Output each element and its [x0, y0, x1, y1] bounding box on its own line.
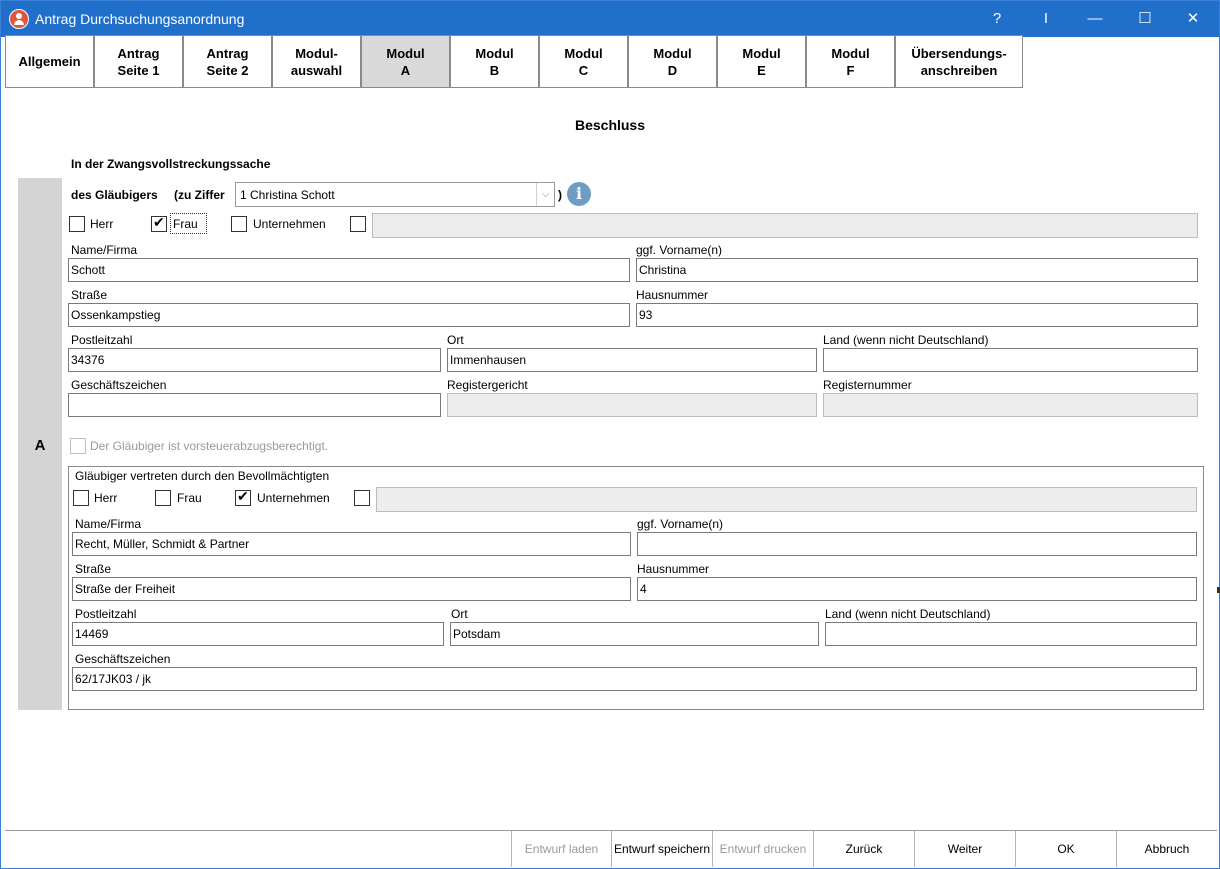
- rep-herr-checkbox[interactable]: [73, 490, 89, 506]
- creditor-registernummer-label: Registernummer: [823, 378, 912, 392]
- creditor-strasse-label: Straße: [71, 288, 108, 302]
- help-button[interactable]: ?: [992, 10, 1002, 27]
- tab-antrag-seite-2[interactable]: Antrag Seite 2: [183, 35, 272, 88]
- abbruch-button[interactable]: Abbruch: [1116, 831, 1217, 867]
- ziffer-select[interactable]: [235, 182, 555, 207]
- rep-frau-checkbox[interactable]: [155, 490, 171, 506]
- vorsteuer-label: Der Gläubiger ist vorsteuerabzugsberechtigt.: [90, 439, 329, 453]
- creditor-plz-label: Postleitzahl: [71, 333, 133, 347]
- app-icon: [9, 9, 29, 29]
- tab-allgemein[interactable]: Allgemein: [5, 35, 94, 88]
- creditor-other-checkbox[interactable]: [350, 216, 366, 232]
- ziffer-select-value: 1 Christina Schott: [240, 188, 335, 202]
- creditor-hausnummer-label: Hausnummer: [636, 288, 709, 302]
- rep-vorname-label: ggf. Vorname(n): [637, 517, 724, 531]
- section-subheading: In der Zwangsvollstreckungssache: [71, 157, 271, 171]
- creditor-strasse-field[interactable]: Ossenkampstieg: [68, 303, 630, 327]
- creditor-frau-label: Frau: [173, 217, 198, 231]
- rep-plz-label: Postleitzahl: [75, 607, 137, 621]
- rep-geschaeftszeichen-label: Geschäftszeichen: [75, 652, 171, 666]
- rep-hausnummer-label: Hausnummer: [637, 562, 710, 576]
- entwurf-laden-button[interactable]: Entwurf laden: [511, 831, 611, 867]
- rep-strasse-label: Straße: [75, 562, 112, 576]
- info-icon[interactable]: i: [567, 182, 591, 206]
- text-cursor-icon[interactable]: I: [1043, 10, 1049, 27]
- page-title: Beschluss: [574, 117, 646, 133]
- creditor-vorname-label: ggf. Vorname(n): [636, 243, 723, 257]
- creditor-name-label: Name/Firma: [71, 243, 138, 257]
- chevron-down-icon[interactable]: ⌵: [536, 183, 554, 206]
- rep-strasse-field[interactable]: Straße der Freiheit: [72, 577, 631, 601]
- rep-vorname-field[interactable]: [637, 532, 1197, 556]
- creditor-label: des Gläubigers: [71, 188, 158, 202]
- rep-name-label: Name/Firma: [75, 517, 142, 531]
- rep-land-label: Land (wenn nicht Deutschland): [825, 607, 991, 621]
- rep-unternehmen-label: Unternehmen: [257, 491, 330, 505]
- ziffer-label: (zu Ziffer: [174, 188, 225, 202]
- rep-ort-label: Ort: [451, 607, 468, 621]
- rep-frau-label: Frau: [177, 491, 202, 505]
- entwurf-speichern-button[interactable]: Entwurf speichern: [611, 831, 712, 867]
- maximize-button[interactable]: ☐: [1138, 10, 1152, 27]
- title-bar: [1, 1, 1219, 37]
- tab-modul-f[interactable]: Modul F: [806, 35, 895, 88]
- creditor-ort-field[interactable]: Immenhausen: [447, 348, 817, 372]
- creditor-ort-label: Ort: [447, 333, 464, 347]
- ziffer-close: ): [558, 188, 562, 202]
- creditor-unternehmen-checkbox[interactable]: [231, 216, 247, 232]
- creditor-frau-checkbox[interactable]: [151, 216, 167, 232]
- tab-antrag-seite-1[interactable]: Antrag Seite 1: [94, 35, 183, 88]
- creditor-other-field: [372, 213, 1198, 238]
- rep-name-field[interactable]: Recht, Müller, Schmidt & Partner: [72, 532, 631, 556]
- rep-plz-field[interactable]: 14469: [72, 622, 444, 646]
- creditor-registernummer-field: [823, 393, 1198, 417]
- creditor-plz-field[interactable]: 34376: [68, 348, 441, 372]
- creditor-registergericht-label: Registergericht: [447, 378, 528, 392]
- ok-button[interactable]: OK: [1015, 831, 1116, 867]
- tab-modul-b[interactable]: Modul B: [450, 35, 539, 88]
- tab-modul-d[interactable]: Modul D: [628, 35, 717, 88]
- entwurf-drucken-button[interactable]: Entwurf drucken: [712, 831, 813, 867]
- minimize-button[interactable]: —: [1087, 10, 1103, 27]
- creditor-vorname-field[interactable]: Christina: [636, 258, 1198, 282]
- window-title: Antrag Durchsuchungsanordnung: [35, 11, 245, 27]
- section-letter: A: [34, 437, 46, 454]
- creditor-geschaeftszeichen-label: Geschäftszeichen: [71, 378, 167, 392]
- creditor-registergericht-field: [447, 393, 817, 417]
- rep-hausnummer-field[interactable]: 4: [637, 577, 1197, 601]
- tab-modul-c[interactable]: Modul C: [539, 35, 628, 88]
- creditor-name-field[interactable]: Schott: [68, 258, 630, 282]
- zurueck-button[interactable]: Zurück: [813, 831, 914, 867]
- tab-modul-e[interactable]: Modul E: [717, 35, 806, 88]
- rep-geschaeftszeichen-field[interactable]: 62/17JK03 / jk: [72, 667, 1197, 691]
- rep-land-field[interactable]: [825, 622, 1197, 646]
- creditor-herr-label: Herr: [90, 217, 114, 231]
- representative-group-label: Gläubiger vertreten durch den Bevollmächtigten: [75, 469, 330, 483]
- tab-modulauswahl[interactable]: Modul- auswahl: [272, 35, 361, 88]
- tab-modul-a[interactable]: Modul A: [361, 35, 450, 88]
- creditor-land-label: Land (wenn nicht Deutschland): [823, 333, 989, 347]
- rep-unternehmen-checkbox[interactable]: [235, 490, 251, 506]
- vorsteuer-checkbox: [70, 438, 86, 454]
- rep-other-field: [376, 487, 1197, 512]
- close-button[interactable]: ✕: [1186, 10, 1200, 27]
- creditor-geschaeftszeichen-field[interactable]: [68, 393, 441, 417]
- weiter-button[interactable]: Weiter: [914, 831, 1015, 867]
- rep-other-checkbox[interactable]: [354, 490, 370, 506]
- creditor-unternehmen-label: Unternehmen: [253, 217, 326, 231]
- tab-uebersendungsanschreiben[interactable]: Übersendungs- anschreiben: [895, 35, 1023, 88]
- creditor-land-field[interactable]: [823, 348, 1198, 372]
- creditor-hausnummer-field[interactable]: 93: [636, 303, 1198, 327]
- rep-ort-field[interactable]: Potsdam: [450, 622, 819, 646]
- creditor-herr-checkbox[interactable]: [69, 216, 85, 232]
- rep-herr-label: Herr: [94, 491, 118, 505]
